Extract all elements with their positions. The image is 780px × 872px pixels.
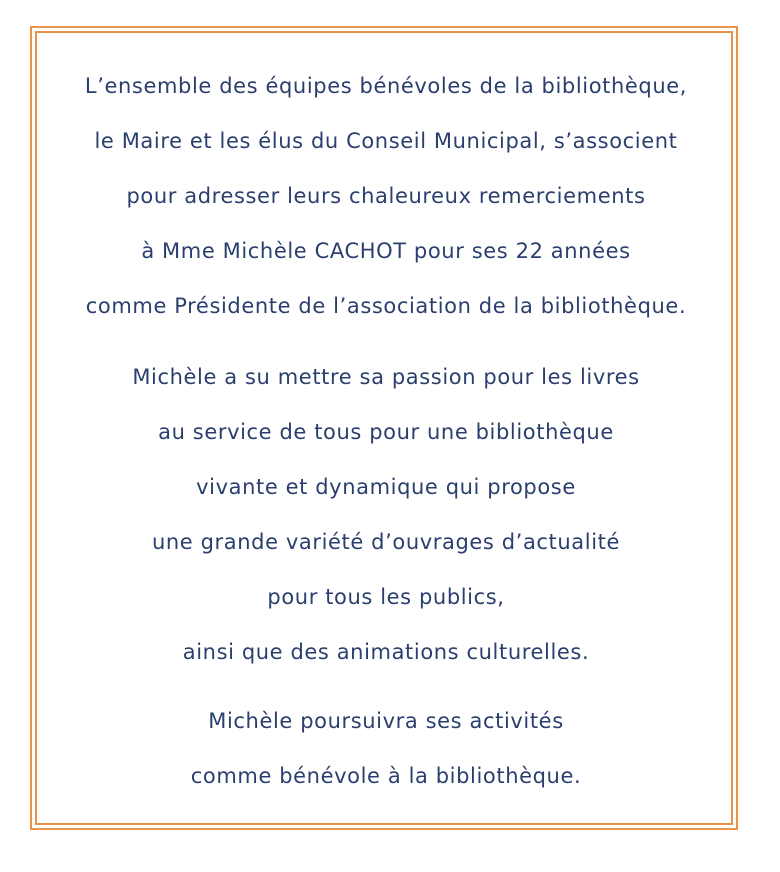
paragraph-2-line-5: pour tous les publics,	[267, 585, 505, 609]
paragraph-3-line-2: comme bénévole à la bibliothèque.	[190, 764, 582, 788]
paragraph-2-line-6: ainsi que des animations culturelles.	[182, 640, 590, 664]
paragraph-2-line-1: Michèle a su mettre sa passion pour les livres	[132, 365, 640, 389]
paragraph-1-line-3: pour adresser leurs chaleureux remerciements	[126, 184, 646, 208]
paragraph-1-line-4: à Mme Michèle CACHOT pour ses 22 années	[141, 239, 631, 263]
paragraph-1-line-5: comme Présidente de l’association de la bibliothèque.	[85, 294, 687, 318]
paragraph-3-line-1: Michèle poursuivra ses activités	[208, 709, 564, 733]
paragraph-1-line-2: le Maire et les élus du Conseil Municipal, s’associent	[94, 129, 678, 153]
paragraph-2-line-3: vivante et dynamique qui propose	[196, 475, 576, 499]
paragraph-1-line-1: L’ensemble des équipes bénévoles de la bibliothèque,	[84, 74, 688, 98]
paragraph-2-line-4: une grande variété d’ouvrages d’actualité	[151, 530, 620, 554]
paragraph-2-line-2: au service de tous pour une bibliothèque	[158, 420, 614, 444]
